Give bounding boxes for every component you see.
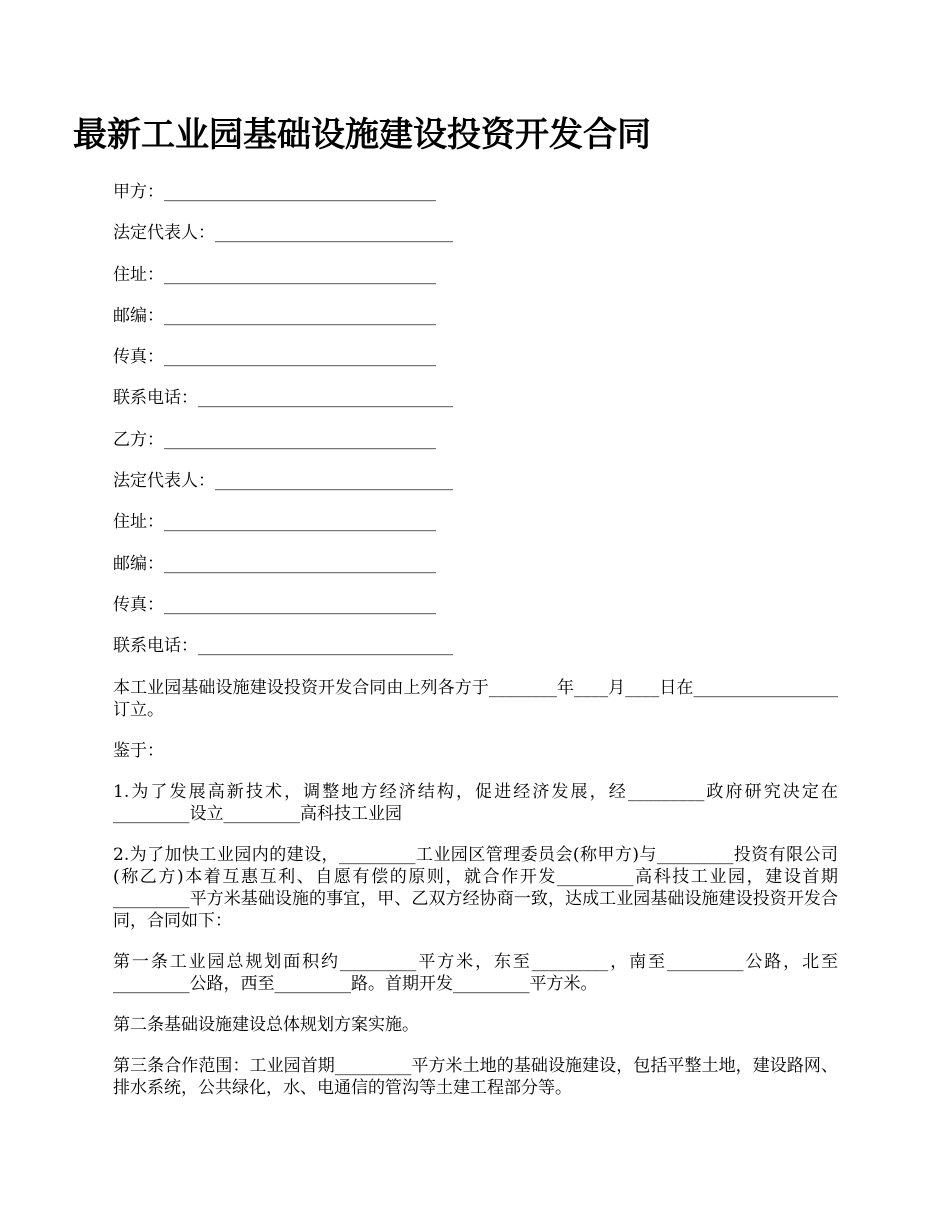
party-field xyxy=(113,594,838,616)
field-blank-line: ____________________________ xyxy=(215,471,453,492)
field-label: 联系电话： xyxy=(113,636,198,657)
field-label: 邮编： xyxy=(113,305,164,326)
field-label: 法定代表人： xyxy=(113,471,215,492)
party-field xyxy=(113,222,838,244)
contract-paragraph: 本工业园基础设施建设投资开发合同由上列各方于________年____月____日在_________________订立。 xyxy=(113,677,838,720)
contract-body xyxy=(113,181,838,1118)
contract-paragraph: 第二条基础设施建设总体规划方案实施。 xyxy=(113,1014,419,1035)
contract-paragraph: 2.为了加快工业园内的建设，_________工业园区管理委员会(称甲方)与_________投资有限公司(称乙方)本着互惠互利、自愿有偿的原则，就合作开发_________高科技工业园，建设首期_________平方米基础设施的事宜，甲、乙双方经协商一致，达成工业园基础设施建设投资开发合同，合同如下： xyxy=(113,844,838,931)
party-field xyxy=(113,305,838,327)
party-field xyxy=(113,181,838,203)
party-field xyxy=(113,511,838,533)
contract-paragraph: 鉴于： xyxy=(113,740,164,761)
field-blank-line: ________________________________ xyxy=(164,512,436,533)
field-label: 传真： xyxy=(113,347,164,368)
party-field xyxy=(113,635,838,657)
field-label: 甲方： xyxy=(113,182,164,202)
document-title: 最新工业园基础设施建设投资开发合同 xyxy=(73,115,651,155)
field-label: 住址： xyxy=(113,512,164,533)
field-label: 邮编： xyxy=(113,553,164,574)
field-blank-line: ____________________________ xyxy=(215,223,453,244)
field-label: 住址： xyxy=(113,264,164,285)
field-label: 乙方： xyxy=(113,429,164,450)
contract-paragraph: 第一条工业园总规划面积约_________平方米，东至_________，南至_________公路，北至_________公路，西至_________路。首期开发_________平方米。 xyxy=(113,951,838,994)
contract-paragraph: 1.为了发展高新技术，调整地方经济结构，促进经济发展，经_________政府研究决定在_________设立_________高科技工业园 xyxy=(113,781,838,824)
contract-paragraphs xyxy=(113,677,838,1099)
field-blank-line: ________________________________ xyxy=(164,182,436,202)
field-blank-line: ________________________________ xyxy=(164,305,436,326)
field-blank-line: ______________________________ xyxy=(198,636,453,657)
field-blank-line: ________________________________ xyxy=(164,553,436,574)
field-blank-line: ________________________________ xyxy=(164,594,436,615)
field-blank-line: ________________________________ xyxy=(164,429,436,450)
field-label: 传真： xyxy=(113,594,164,615)
party-field xyxy=(113,264,838,286)
party-field xyxy=(113,387,838,409)
field-blank-line: ______________________________ xyxy=(198,388,453,409)
party-field xyxy=(113,346,838,368)
field-blank-line: ________________________________ xyxy=(164,347,436,368)
party-info-fields xyxy=(113,181,838,657)
field-label: 法定代表人： xyxy=(113,223,215,244)
field-label: 联系电话： xyxy=(113,388,198,409)
field-blank-line: ________________________________ xyxy=(164,264,436,285)
contract-paragraph: 第三条合作范围：工业园首期_________平方米土地的基础设施建设，包括平整土地，建设路网、排水系统，公共绿化，水、电通信的管沟等土建工程部分等。 xyxy=(113,1055,838,1098)
party-field xyxy=(113,470,838,492)
party-field xyxy=(113,429,838,451)
party-field xyxy=(113,553,838,575)
